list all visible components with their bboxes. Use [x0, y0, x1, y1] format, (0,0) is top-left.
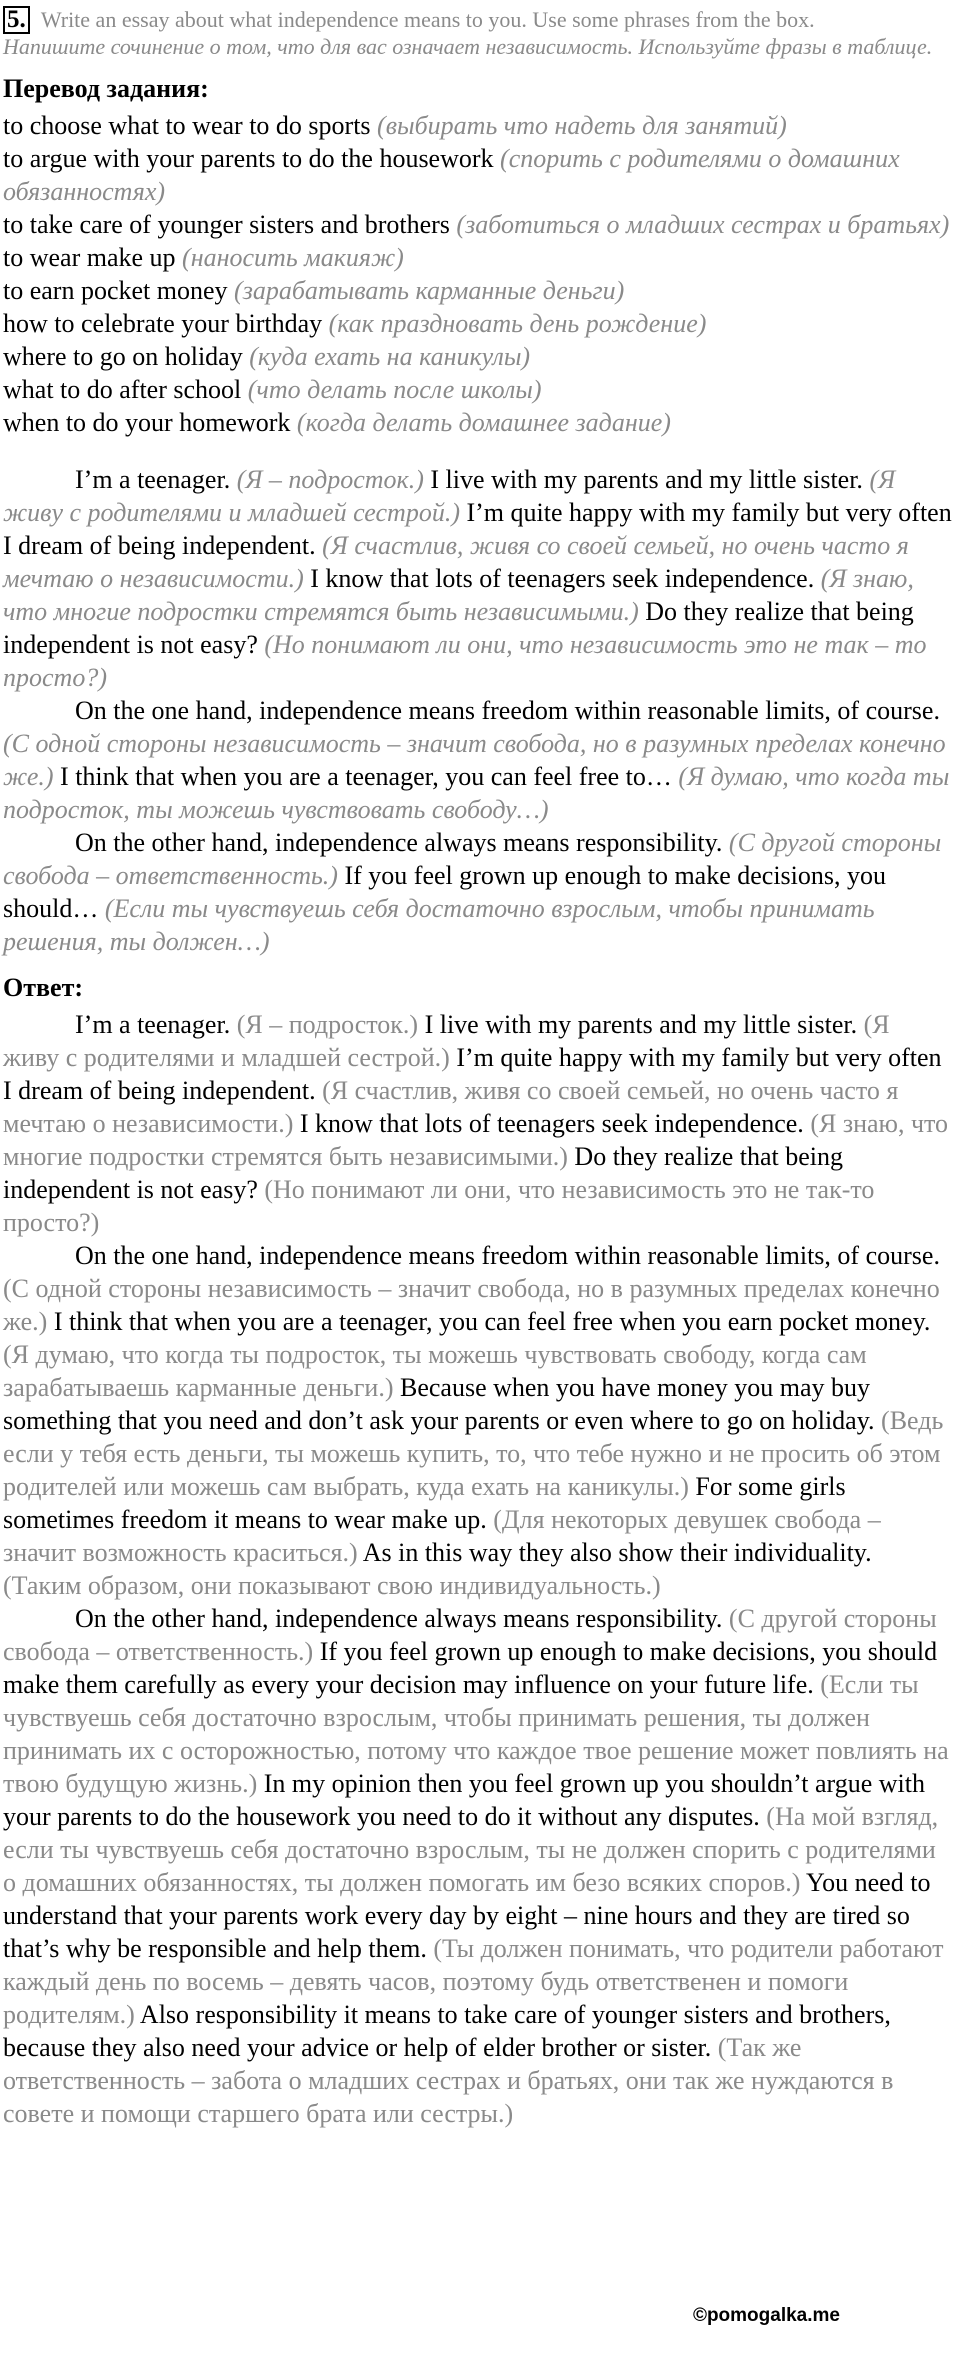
sentence-ru: (Я живу с родителями и младшей сестрой.): [3, 1010, 890, 1072]
phrase-ru: (наносить макияж): [182, 243, 404, 272]
sentence-en: I live with my parents and my little sister.: [430, 465, 863, 494]
answer-paragraph: [3, 1239, 952, 1602]
phrase-ru: (заботиться о младших сестрах и братьях): [456, 210, 950, 239]
sentence-ru: (Если ты чувствуешь себя достаточно взрослым, чтобы принимать решения, ты должен принимать их с осторожностью, потому что каждое твое решение может повлиять на твою будущую жизнь.): [3, 1670, 949, 1798]
section-spacer: [3, 439, 952, 463]
sentence-ru: (С одной стороны независимость – значит свобода, но в разумных пределах конечно же.): [3, 1274, 940, 1336]
phrase-en: how to celebrate your birthday: [3, 309, 323, 338]
task-paragraph: [3, 694, 952, 826]
sentence-en: I’m quite happy with my family but very often I dream of being independent.: [3, 1043, 942, 1105]
phrase-item: [3, 406, 952, 439]
task-instruction-en: Write an essay about what independence means to you. Use some phrases from the box.: [40, 7, 815, 32]
sentence-ru: (Я счастлив, живя со своей семьей, но очень часто я мечтаю о независимости.): [3, 1076, 899, 1138]
sentence-ru: (Я знаю, что многие подростки стремятся быть независимыми.): [3, 564, 914, 626]
task-number: 5.: [3, 6, 30, 34]
task-paragraph: [3, 826, 952, 958]
translation-header: Перевод задания:: [3, 74, 209, 103]
phrase-item: [3, 373, 952, 406]
sentence-en: Do they realize that being independent is not easy?: [3, 597, 914, 659]
sentence-ru: (Я думаю, что когда ты подросток, ты можешь чувствовать свободу, когда сам зарабатываешь карманные деньги.): [3, 1340, 867, 1402]
phrase-en: where to go on holiday: [3, 342, 243, 371]
sentence-ru: (С другой стороны свобода – ответственность.): [3, 1604, 937, 1666]
sentence-en: On the one hand, independence means freedom within reasonable limits, of course.: [75, 696, 940, 725]
phrase-en: to choose what to wear to do sports: [3, 111, 371, 140]
sentence-ru: (С другой стороны свобода – ответственность.): [3, 828, 942, 890]
phrase-ru: (куда ехать на каникулы): [249, 342, 531, 371]
phrase-item: [3, 241, 952, 274]
sentence-en: Because when you have money you may buy something that you need and don’t ask your parents or even where to go on holiday.: [3, 1373, 875, 1435]
sentence-en: Do they realize that being independent is not easy?: [3, 1142, 843, 1204]
answer-header: Ответ:: [3, 973, 84, 1002]
sentence-en: I know that lots of teenagers seek independence.: [310, 564, 815, 593]
answer-text: [3, 1008, 952, 2130]
sentence-en: I know that lots of teenagers seek independence.: [299, 1109, 804, 1138]
sentence-ru: (Ведь если у тебя есть деньги, ты можешь купить, то, что тебе нужно и не просить об этом родителей или можешь сам выбрать, куда ехать на каникулы.): [3, 1406, 944, 1501]
sentence-en: If you feel grown up enough to make decisions, you should…: [3, 861, 887, 923]
sentence-en: I’m a teenager.: [75, 1010, 231, 1039]
sentence-en: You need to understand that your parents work every day by eight – nine hours and they are tired so that’s why be responsible and help them.: [3, 1868, 931, 1963]
phrase-en: to wear make up: [3, 243, 176, 272]
sentence-en: As in this way they also show their individuality.: [362, 1538, 872, 1567]
phrase-ru: (что делать после школы): [247, 375, 542, 404]
phrase-en: to argue with your parents to do the housework: [3, 144, 494, 173]
sentence-ru: (Я думаю, что когда ты подросток, ты можешь чувствовать свободу…): [3, 762, 950, 824]
phrase-en: what to do after school: [3, 375, 242, 404]
sentence-en: I think that when you are a teenager, you can feel free when you earn pocket money.: [53, 1307, 931, 1336]
sentence-ru: (Таким образом, они показывают свою индивидуальность.): [3, 1571, 661, 1600]
phrase-item: [3, 109, 952, 142]
sentence-en: I’m a teenager.: [75, 465, 231, 494]
task-paragraph: [3, 463, 952, 694]
sentence-ru: (Я – подросток.): [236, 465, 424, 494]
phrase-en: when to do your homework: [3, 408, 291, 437]
site-watermark: ©pomogalka.me: [692, 2305, 840, 2326]
sentence-en: I live with my parents and my little sister.: [424, 1010, 858, 1039]
sentence-ru: (Я – подросток.): [236, 1010, 419, 1039]
sentence-ru: (Я счастлив, живя со своей семьей, но очень часто я мечтаю о независимости.): [3, 531, 909, 593]
sentence-en: In my opinion then you feel grown up you shouldn’t argue with your parents to do the housework you need to do it without any disputes.: [3, 1769, 925, 1831]
sentence-ru: (Но понимают ли они, что независимость это не так-то просто?): [3, 1175, 875, 1237]
sentence-en: Also responsibility it means to take care of younger sisters and brothers, because they also need your advice or help of elder brother or sister.: [3, 2000, 891, 2062]
answer-paragraph: [3, 1602, 952, 2130]
phrase-en: to earn pocket money: [3, 276, 228, 305]
phrase-item: [3, 340, 952, 373]
sentence-en: On the one hand, independence means freedom within reasonable limits, of course.: [75, 1241, 940, 1270]
phrase-ru: (когда делать домашнее задание): [296, 408, 671, 437]
sentence-ru: (На мой взгляд, если ты чувствуешь себя достаточно взрослым, ты не должен спорить с родителями о домашних обязанностях, ты должен помогать им безо всяких споров.): [3, 1802, 939, 1897]
sentence-ru: (Я знаю, что многие подростки стремятся быть независимыми.): [3, 1109, 949, 1171]
phrase-en: to take care of younger sisters and brothers: [3, 210, 450, 239]
sentence-ru: (Если ты чувствуешь себя достаточно взрослым, чтобы принимать решения, ты должен…): [3, 894, 875, 956]
sentence-ru: (Так же ответственность – забота о младших сестрах и братьях, они так же нуждаются в совете и помощи старшего брата или сестры.): [3, 2033, 894, 2128]
sentence-ru: (Ты должен понимать, что родители работают каждый день по восемь – девять часов, поэтому будь ответственен и помоги родителям.): [3, 1934, 944, 2029]
phrase-ru: (выбирать что надеть для занятий): [377, 111, 787, 140]
phrase-item: [3, 142, 952, 208]
phrase-item: [3, 208, 952, 241]
sentence-ru: (Но понимают ли они, что независимость это не так – то просто?): [3, 630, 927, 692]
sentence-ru: (Я живу с родителями и младшей сестрой.): [3, 465, 896, 527]
sentence-en: I’m quite happy with my family but very often I dream of being independent.: [3, 498, 952, 560]
sentence-ru: (Для некоторых девушек свобода – значит возможность краситься.): [3, 1505, 881, 1567]
task-instruction-ru: Напишите сочинение о том, что для вас означает независимость. Используйте фразы в таблице.: [3, 34, 933, 59]
phrase-item: [3, 307, 952, 340]
phrase-ru: (зарабатывать карманные деньги): [234, 276, 625, 305]
task-header: [3, 6, 952, 34]
answer-paragraph: [3, 1008, 952, 1239]
sentence-en: On the other hand, independence always means responsibility.: [75, 1604, 723, 1633]
sentence-en: For some girls sometimes freedom it means to wear make up.: [3, 1472, 846, 1534]
phrase-list: [3, 109, 952, 439]
sentence-en: If you feel grown up enough to make decisions, you should make them carefully as every your decision may influence on your future life.: [3, 1637, 938, 1699]
task-text: [3, 463, 952, 958]
sentence-en: On the other hand, independence always means responsibility.: [75, 828, 723, 857]
phrase-ru: (как праздновать день рождение): [328, 309, 707, 338]
sentence-en: I think that when you are a teenager, you can feel free to…: [60, 762, 672, 791]
sentence-ru: (С одной стороны независимость – значит свобода, но в разумных пределах конечно же.): [3, 729, 946, 791]
phrase-item: [3, 274, 952, 307]
phrase-ru: (спорить с родителями о домашних обязанностях): [3, 144, 900, 206]
